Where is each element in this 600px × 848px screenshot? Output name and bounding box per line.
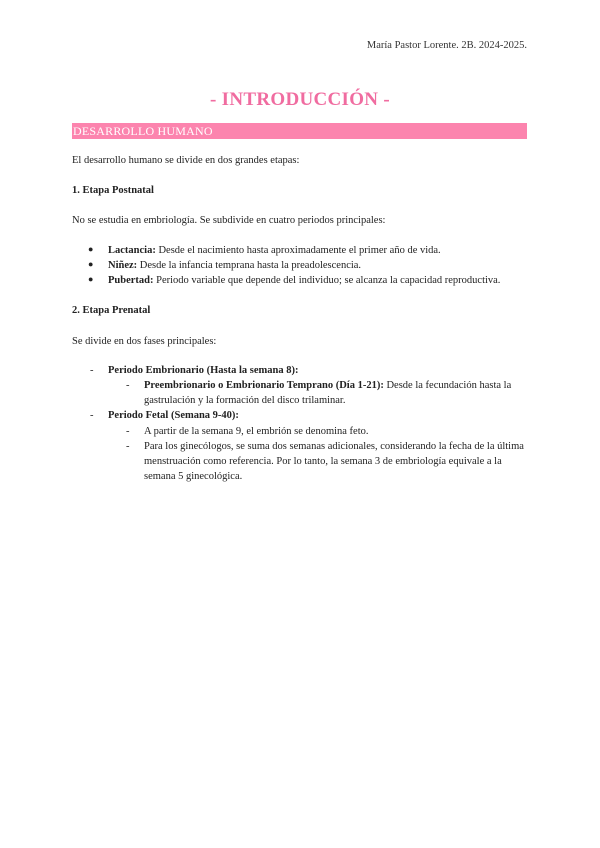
item-term: Lactancia:	[108, 244, 156, 256]
sublist-item	[108, 439, 527, 485]
document-title: - INTRODUCCIÓN -	[209, 89, 391, 110]
item-text: Desde la fecundación hasta la gastrulación y la formación del disco trilaminar.	[144, 379, 512, 407]
item-text: Desde el nacimiento hasta aproximadamente el primer año de vida.	[155, 244, 441, 256]
list-item	[72, 258, 527, 273]
item-text: Para los ginecólogos, se suma dos semanas adicionales, considerando la fecha de la última menstruación como referencia. Por lo tanto, la semana 3 de embriología equivale a la semana 5 ginecológica.	[144, 440, 524, 483]
bullet-icon: ●	[88, 258, 94, 269]
bullet-icon: ●	[88, 243, 94, 254]
header-meta: María Pastor Lorente. 2B. 2024-2025.	[366, 40, 527, 51]
item-term: Periodo Fetal (Semana 9-40):	[108, 410, 239, 422]
prenatal-list	[72, 363, 527, 485]
section-intro: El desarrollo humano se divide en dos grandes etapas:	[72, 155, 300, 166]
postnatal-heading: 1. Etapa Postnatal	[72, 185, 154, 197]
dash-icon: -	[126, 379, 130, 391]
dash-icon: -	[90, 364, 94, 376]
postnatal-list	[72, 243, 527, 289]
item-text: A partir de la semana 9, el embrión se denomina feto.	[144, 425, 369, 437]
item-term: Preembrionario o Embrionario Temprano (Día 1-21):	[144, 379, 384, 391]
sublist-item	[108, 378, 527, 408]
list-item	[72, 243, 527, 258]
list-item-fetal	[72, 408, 527, 484]
dash-icon: -	[126, 425, 130, 437]
section-heading-bar: DESARROLLO HUMANO	[72, 123, 527, 139]
list-item-embrionario	[72, 363, 527, 409]
bullet-icon: ●	[88, 274, 94, 285]
prenatal-description: Se divide en dos fases principales:	[72, 335, 217, 347]
dash-icon: -	[126, 440, 130, 452]
item-text: Desde la infancia temprana hasta la preadolescencia.	[137, 259, 362, 271]
dash-icon: -	[90, 410, 94, 422]
prenatal-heading: 2. Etapa Prenatal	[72, 305, 151, 317]
document-content	[72, 153, 527, 485]
sublist-item	[108, 424, 527, 439]
list-item	[72, 273, 527, 288]
embrionario-sublist	[108, 378, 527, 408]
item-text: Periodo variable que depende del individuo; se alcanza la capacidad reproductiva.	[153, 275, 501, 287]
item-term: Periodo Embrionario (Hasta la semana 8):	[108, 364, 299, 376]
postnatal-description: No se estudia en embriología. Se subdivide en cuatro periodos principales:	[72, 215, 386, 227]
item-term: Pubertad:	[108, 275, 154, 287]
fetal-sublist	[108, 424, 527, 485]
item-term: Niñez:	[108, 259, 138, 271]
